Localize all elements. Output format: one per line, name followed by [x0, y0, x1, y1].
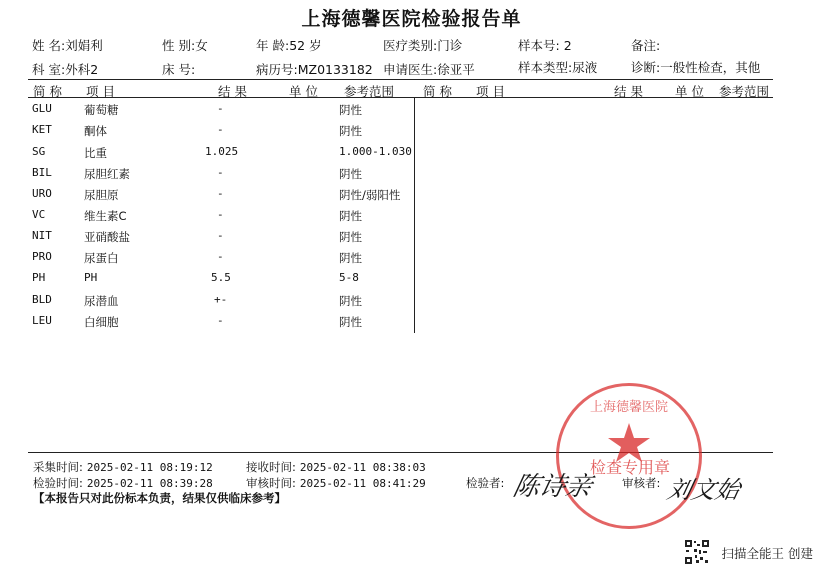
tester-signature: 陈诗亲	[510, 472, 595, 502]
row-abbr: PRO	[32, 250, 52, 263]
table-row	[0, 99, 823, 120]
test-time-label: 检验时间:	[33, 476, 83, 490]
header-range-left: 参考范围	[344, 84, 395, 99]
sample-type: 尿液	[572, 60, 598, 75]
row-item-name: 白细胞	[84, 315, 119, 329]
qr-code-icon	[684, 539, 710, 565]
patient-sex: 女	[195, 38, 208, 53]
diagnosis: 一般性检查，其他	[660, 60, 761, 75]
collect-time: 2025-02-11 08:19:12	[86, 461, 213, 474]
department: 外科2	[65, 62, 99, 77]
patient-name-label: 姓 名:	[32, 38, 66, 53]
table-row	[0, 268, 823, 289]
requesting-doctor-label: 申请医生:	[383, 62, 438, 77]
row-abbr: BLD	[32, 293, 52, 306]
table-row	[0, 311, 823, 332]
row-range: 1.000-1.030	[339, 145, 412, 158]
bed-label: 床 号:	[162, 62, 196, 77]
patient-sex-field	[162, 36, 208, 54]
row-range: 阴性	[339, 124, 362, 138]
row-result: -	[217, 314, 224, 327]
row-result: -	[217, 166, 224, 179]
patient-sex-label: 性 别:	[162, 38, 196, 53]
receive-time-field	[246, 459, 426, 475]
row-range: 阴性	[339, 103, 362, 117]
test-time: 2025-02-11 08:39:28	[86, 477, 213, 490]
table-row	[0, 205, 823, 226]
row-item-name: 尿蛋白	[84, 251, 119, 265]
row-range: 阴性/弱阳性	[339, 188, 401, 202]
row-abbr: VC	[32, 208, 46, 221]
header-item-right: 项 目	[476, 84, 505, 99]
record-number: MZ0133182	[297, 62, 373, 77]
row-item-name: 维生素C	[84, 209, 127, 223]
review-time-field	[246, 475, 426, 491]
sample-no-label: 样本号:	[518, 38, 560, 53]
row-item-name: PH	[84, 271, 98, 284]
record-number-label: 病历号:	[256, 62, 298, 77]
row-abbr: PH	[32, 271, 46, 284]
row-result: -	[217, 208, 224, 221]
row-range: 阴性	[339, 230, 362, 244]
row-abbr: GLU	[32, 102, 52, 115]
header-range-right: 参考范围	[719, 84, 770, 99]
row-item-name: 比重	[84, 146, 107, 160]
visit-type-label: 医疗类别:	[383, 38, 438, 53]
visit-type: 门诊	[437, 38, 463, 53]
header-unit-right: 单 位	[675, 84, 704, 99]
requesting-doctor-field	[383, 60, 475, 78]
row-item-name: 酮体	[84, 124, 107, 138]
row-result: -	[217, 187, 224, 200]
receive-time-label: 接收时间:	[246, 460, 296, 474]
row-item-name: 尿胆红素	[84, 167, 130, 181]
row-range: 5-8	[339, 271, 359, 284]
row-range: 阴性	[339, 167, 362, 181]
tester-label: 检验者:	[466, 476, 505, 490]
table-top-rule	[28, 79, 773, 80]
row-result: 5.5	[211, 271, 231, 284]
bed-field	[162, 60, 195, 78]
header-result-right: 结 果	[614, 84, 643, 99]
row-abbr: KET	[32, 123, 52, 136]
row-range: 阴性	[339, 251, 362, 265]
patient-age: 52 岁	[289, 38, 322, 53]
disclaimer-note: 【本报告只对此份标本负责，结果仅供临床参考】	[33, 491, 286, 505]
seal-top-text: 上海德馨医院	[589, 400, 669, 415]
requesting-doctor: 徐亚平	[437, 62, 475, 77]
header-result-left: 结 果	[218, 84, 247, 99]
department-label: 科 室:	[32, 62, 66, 77]
department-field	[32, 60, 98, 78]
header-unit-left: 单 位	[289, 84, 318, 99]
row-abbr: SG	[32, 145, 46, 158]
row-result: -	[217, 229, 224, 242]
row-result: -	[217, 102, 224, 115]
patient-name-field	[32, 36, 103, 54]
row-result: -	[217, 123, 224, 136]
sample-no: 2	[563, 38, 572, 53]
collect-time-label: 采集时间:	[33, 460, 83, 474]
reviewer-signature: 刘文始	[664, 476, 743, 504]
scanner-watermark: 扫描全能王 创建	[721, 546, 813, 561]
table-row	[0, 247, 823, 268]
row-range: 阴性	[339, 315, 362, 329]
report-title: 上海德馨医院检验报告单	[301, 8, 522, 30]
row-abbr: LEU	[32, 314, 52, 327]
header-item-left: 项 目	[86, 84, 115, 99]
sample-type-label: 样本类型:	[518, 60, 573, 75]
diagnosis-field	[631, 58, 821, 76]
seal-bottom-text: 检查专用章	[590, 458, 671, 477]
row-result: +-	[214, 293, 228, 306]
row-abbr: URO	[32, 187, 52, 200]
reviewer-label: 审核者:	[622, 476, 661, 490]
table-row	[0, 142, 823, 163]
remark-field	[631, 36, 660, 54]
patient-age-label: 年 龄:	[256, 38, 290, 53]
row-result: 1.025	[205, 145, 239, 158]
row-item-name: 尿潜血	[84, 294, 119, 308]
receive-time: 2025-02-11 08:38:03	[299, 461, 426, 474]
review-time: 2025-02-11 08:41:29	[299, 477, 426, 490]
remark-label: 备注:	[631, 38, 661, 53]
row-range: 阴性	[339, 209, 362, 223]
row-abbr: BIL	[32, 166, 52, 179]
row-result: -	[217, 250, 224, 263]
sample-no-field	[518, 36, 572, 54]
visit-type-field	[383, 36, 462, 54]
table-row	[0, 226, 823, 247]
row-range: 阴性	[339, 294, 362, 308]
table-row	[0, 290, 823, 311]
row-item-name: 尿胆原	[84, 188, 119, 202]
table-row	[0, 184, 823, 205]
row-item-name: 亚硝酸盐	[84, 230, 130, 244]
patient-age-field	[256, 36, 322, 54]
table-row	[0, 120, 823, 141]
sample-type-field	[518, 58, 597, 76]
row-item-name: 葡萄糖	[84, 103, 119, 117]
table-row	[0, 163, 823, 184]
review-time-label: 审核时间:	[246, 476, 296, 490]
record-number-field	[256, 60, 373, 78]
test-time-field	[33, 475, 213, 491]
patient-name: 刘娟利	[65, 38, 103, 53]
diagnosis-label: 诊断:	[631, 60, 661, 75]
header-abbr-right: 简 称	[423, 84, 452, 99]
row-abbr: NIT	[32, 229, 52, 242]
collect-time-field	[33, 459, 213, 475]
table-header-rule	[28, 97, 773, 98]
header-abbr-left: 简 称	[33, 84, 62, 99]
